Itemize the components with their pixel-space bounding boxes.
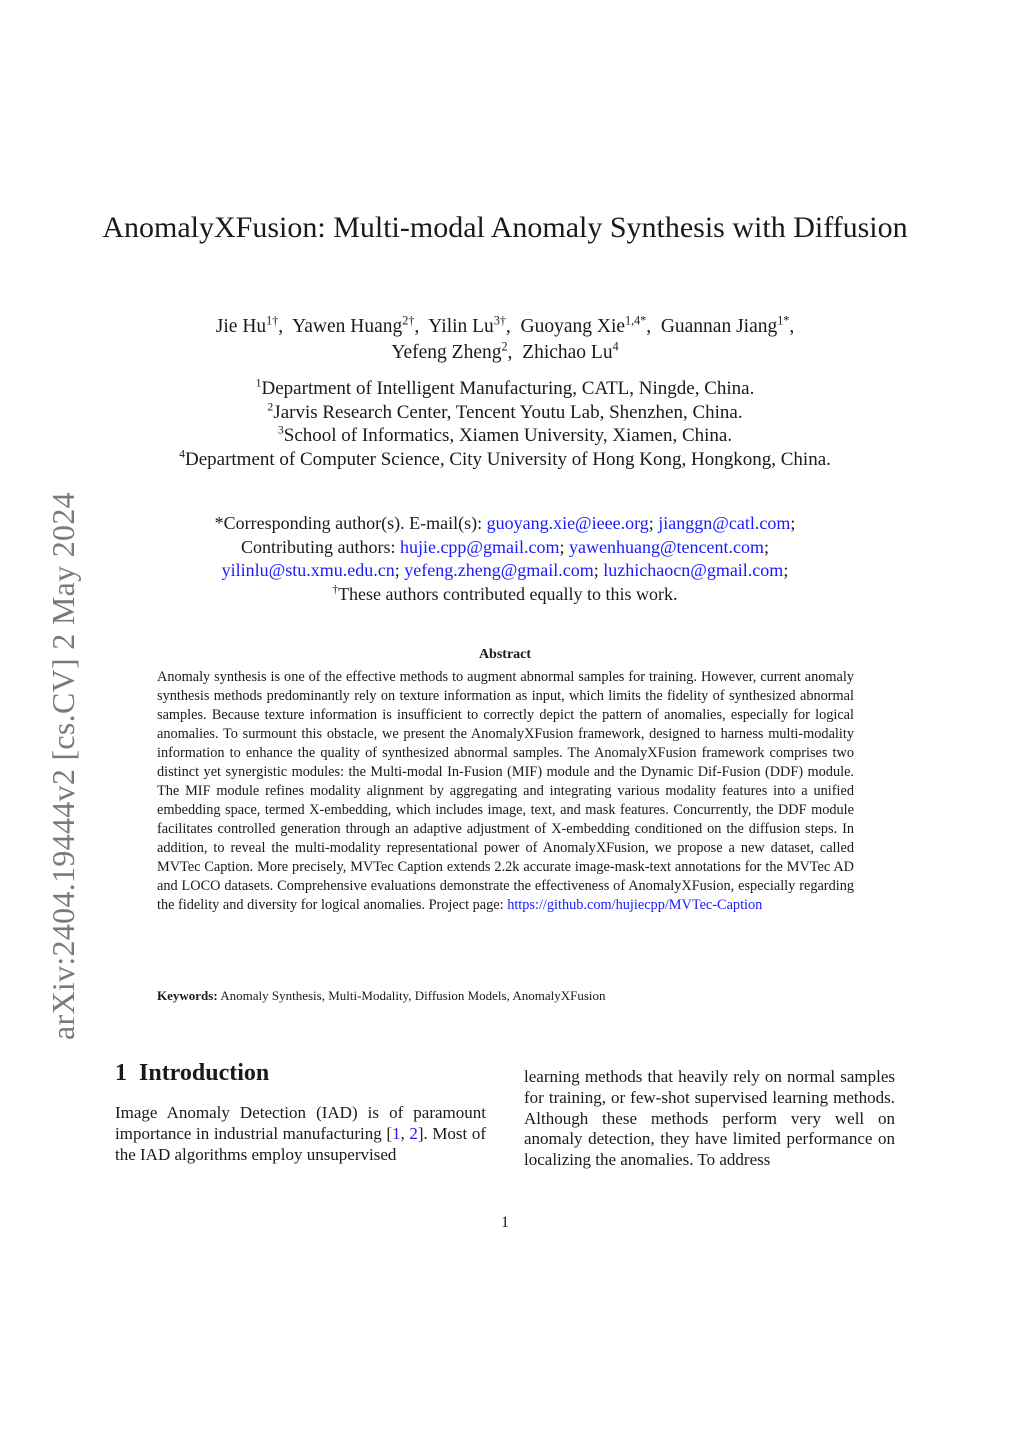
arxiv-identifier-stamp: arXiv:2404.19444v2 [cs.CV] 2 May 2024 xyxy=(45,492,81,1040)
email-link[interactable]: yilinlu@stu.xmu.edu.cn xyxy=(221,560,395,580)
abstract-text: Anomaly synthesis is one of the effective methods to augment abnormal samples for training. However, current anomaly synthesis methods predominantly rely on texture information as input, which limits the fidelity of synthesized abnormal samples. Because texture information is insufficient to correctly depict the pattern of anomalies, especially for logical anomalies. To surmount this obstacle, we present the AnomalyXFusion framework, designed to harness multi-modality information to enhance the quality of synthesized abnormal samples. The AnomalyXFusion framework comprises two distinct yet synergistic modules: the Multi-modal In-Fusion (MIF) module and the Dynamic Dif-Fusion (DDF) module. The MIF module refines modality alignment by aggregating and integrating various modality features into a unified embedding space, termed X-embedding, which includes image, text, and mask features. Concurrently, the DDF module facilitates controlled generation through an adaptive adjustment of X-embedding conditioned on the diffusion steps. In addition, to reveal the multi-modality representational power of AnomalyXFusion, we propose a new dataset, called MVTec Caption. More precisely, MVTec Caption extends 2.2k accurate image-mask-text annotations for the MVTec AD and LOCO datasets. Comprehensive evaluations demonstrate the effectiveness of AnomalyXFusion, especially regarding the fidelity and diversity for logical anomalies. Project page: xyxy=(157,669,854,913)
affiliation-number: 3 xyxy=(277,423,284,437)
author-affiliation-mark: 4 xyxy=(612,339,619,354)
equal-contribution-text: These authors contributed equally to this work. xyxy=(338,584,678,604)
email-link[interactable]: hujie.cpp@gmail.com xyxy=(399,537,560,557)
author-affiliation-mark: 2 xyxy=(501,339,508,354)
author-name: Yefeng Zheng xyxy=(391,342,502,363)
author-affiliation-mark: 1† xyxy=(266,313,279,328)
keywords-text: Anomaly Synthesis, Multi-Modality, Diffusion Models, AnomalyXFusion xyxy=(220,988,606,1003)
affiliation-number: 4 xyxy=(179,447,185,461)
author-name: Guoyang Xie xyxy=(520,316,626,337)
dagger-mark: † xyxy=(332,584,339,596)
citation-link[interactable]: 2 xyxy=(409,1123,418,1143)
contributing-authors: Contributing authors: hujie.cpp@gmail.com; yawenhuang@tencent.com; xyxy=(240,537,770,557)
corresponding-label: *Corresponding author(s). E-mail(s): xyxy=(214,513,483,533)
affiliation-text: School of Informatics, Xiamen University, Xiamen, China. xyxy=(283,425,733,446)
intro-text: Image Anomaly Detection (IAD) is of paramount importance in industrial manufacturing [ xyxy=(115,1103,486,1143)
abstract-body xyxy=(157,668,854,915)
paper-title: AnomalyXFusion: Multi-modal Anomaly Synthesis with Diffusion xyxy=(102,211,908,244)
author-affiliation-mark: 3† xyxy=(493,313,506,328)
contributing-authors-continued: yilinlu@stu.xmu.edu.cn; yefeng.zheng@gmail.com; luzhichaocn@gmail.com; xyxy=(221,560,789,580)
affiliation-3 xyxy=(100,425,910,447)
affiliation-text: Department of Computer Science, City University of Hong Kong, Hongkong, China. xyxy=(184,449,831,470)
author-affiliation-mark: 1* xyxy=(777,313,790,328)
abstract-heading: Abstract xyxy=(478,647,532,662)
project-page-link[interactable]: https://github.com/hujiecpp/MVTec-Caption xyxy=(507,897,763,913)
author-name: Jie Hu xyxy=(215,316,267,337)
author-list-line-2: Yefeng Zheng$^2$, Zhichao Lu$^4$ xyxy=(391,339,619,363)
contributing-label: Contributing authors: xyxy=(240,537,396,557)
section-title: Introduction xyxy=(139,1060,270,1086)
affiliation-number: 1 xyxy=(255,376,262,390)
affiliation-number: 2 xyxy=(267,400,274,414)
keywords-label: Keywords: xyxy=(157,988,218,1003)
intro-left-column xyxy=(115,1103,486,1165)
intro-right-column xyxy=(524,1067,895,1171)
equal-contribution-note xyxy=(100,584,910,605)
email-link[interactable]: yawenhuang@tencent.com xyxy=(569,537,765,557)
affiliation-2 xyxy=(100,402,910,424)
author-affiliation-mark: 1,4* xyxy=(625,313,647,328)
author-affiliation-mark: 2† xyxy=(402,313,415,328)
author-name: Guannan Jiang xyxy=(660,316,778,337)
email-link[interactable]: yefeng.zheng@gmail.com xyxy=(404,560,594,580)
affiliation-text: Jarvis Research Center, Tencent Youtu Lab, Shenzhen, China. xyxy=(273,402,743,423)
page-number: 1 xyxy=(501,1214,509,1231)
section-heading xyxy=(115,1060,269,1087)
corresponding-authors: *Corresponding author(s). E-mail(s): guoyang.xie@ieee.org; jianggn@catl.com; xyxy=(214,513,796,533)
email-link[interactable]: guoyang.xie@ieee.org xyxy=(486,513,649,533)
affiliation-1 xyxy=(100,378,910,400)
author-name: Yilin Lu xyxy=(428,316,494,337)
citation-separator: , xyxy=(400,1123,410,1143)
author-name: Zhichao Lu xyxy=(522,342,613,363)
keywords xyxy=(157,988,854,1004)
author-name: Yawen Huang xyxy=(292,316,403,337)
affiliation-4 xyxy=(100,449,910,471)
section-number: 1 xyxy=(115,1060,127,1086)
email-link[interactable]: jianggn@catl.com xyxy=(658,513,791,533)
intro-text: ]. Most of the IAD algorithms employ unsupervised xyxy=(115,1123,487,1164)
author-list-line-1: Jie $Hu^{1\dagger}$, Yawen Huang$^{2\dagger}$, Yilin $Lu^{3\dagger}$, Guoyang Xie$^{1,4*}$, Guannan Jiang$^{1*}$, xyxy=(215,313,795,337)
affiliation-text: Department of Intelligent Manufacturing, CATL, Ningde, China. xyxy=(261,378,755,399)
intro-text: learning methods that heavily rely on normal samples for training, or few-shot supervised learning methods. Although these methods perform very well on anomaly detection, they have limited performance on localizing the anomalies. To address xyxy=(524,1067,895,1170)
email-link[interactable]: luzhichaocn@gmail.com xyxy=(603,560,784,580)
citation-link[interactable]: 1 xyxy=(392,1123,401,1143)
